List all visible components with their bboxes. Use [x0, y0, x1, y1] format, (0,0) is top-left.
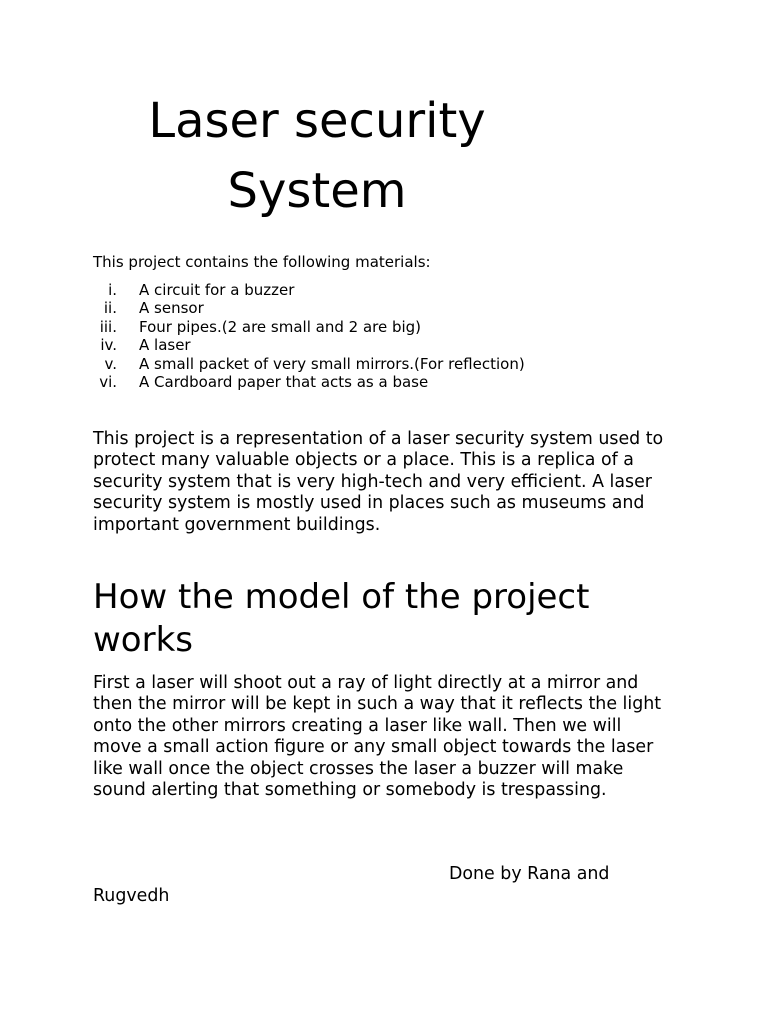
list-item-text: A small packet of very small mirrors.(For reflection)	[139, 354, 525, 373]
list-item-text: A Cardboard paper that acts as a base	[139, 372, 429, 391]
title-line-1: Laser security	[148, 93, 486, 149]
list-item-text: A sensor	[139, 299, 204, 318]
list-item-text: A circuit for a buzzer	[139, 281, 295, 299]
list-item-number: ii.	[103, 299, 117, 318]
list-item-number: iv.	[100, 336, 117, 355]
list-item-number: iii.	[99, 317, 117, 336]
list-item-text: A laser	[139, 336, 191, 355]
section-heading: How the model of the project works	[93, 577, 590, 660]
list-item-number: i.	[108, 281, 117, 299]
author-signature: Done by Rana and Rugvedh	[93, 864, 610, 906]
document-title	[93, 86, 541, 226]
title-line-2: System	[227, 163, 407, 219]
description-paragraph: This project is a representation of a laser security system used to protect many valuable objects or a place. This is a replica of a security system that is very high-tech and very efficient. A laser security system is mostly used in places such as museums and important government buildings.	[93, 429, 664, 535]
materials-intro: This project contains the following materials:	[93, 253, 431, 271]
list-item-number: v.	[104, 354, 117, 373]
list-item-text: Four pipes.(2 are small and 2 are big)	[139, 317, 422, 336]
list-item-number: vi.	[99, 372, 117, 391]
how-it-works-paragraph: First a laser will shoot out a ray of light directly at a mirror and then the mirror will be kept in such a way that it reflects the light onto the other mirrors creating a laser like wall. Then we will move a small action figure or any small object towards the laser like wall once the object crosses the laser a buzzer will make sound alerting that something or somebody is trespassing.	[93, 673, 662, 801]
